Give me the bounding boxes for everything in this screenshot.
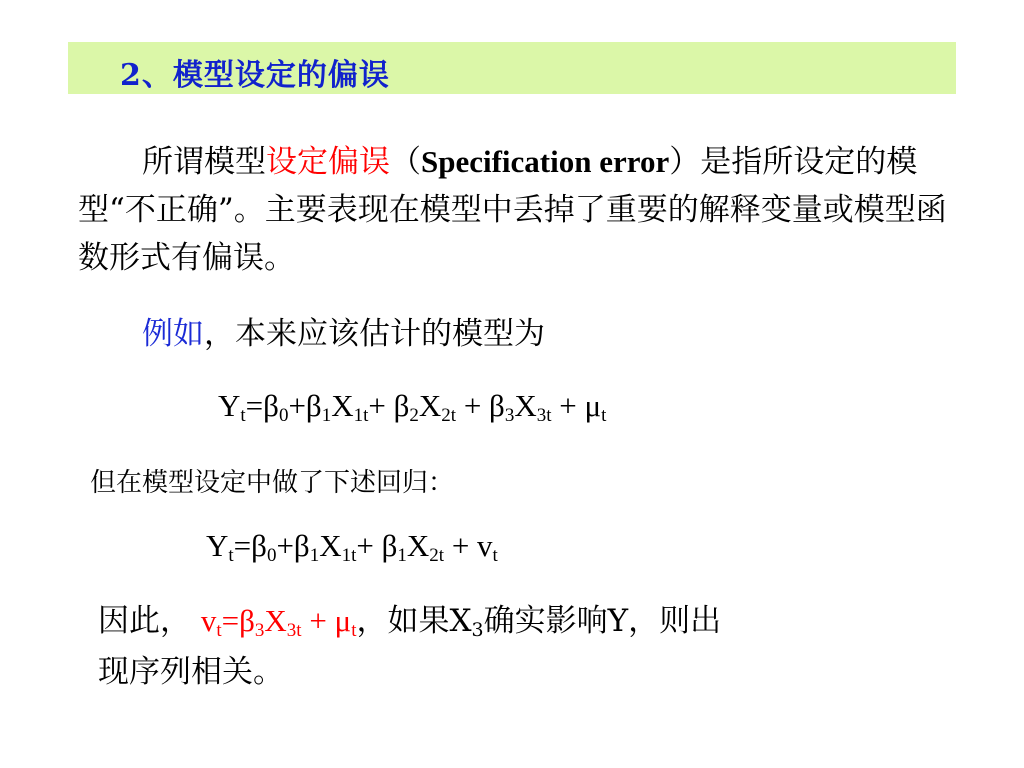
conclusion-mid-1: ，如果X xyxy=(356,603,472,639)
est-y: Y xyxy=(206,528,229,563)
formula-x3: X xyxy=(514,388,537,423)
err-b3-sub: 3 xyxy=(254,620,265,641)
conclusion-x3-sub: 3 xyxy=(471,619,484,641)
example-text: ，本来应该估计的模型为 xyxy=(204,316,545,352)
formula-b1-sub: 1 xyxy=(321,405,332,426)
err-mu: + μ xyxy=(301,603,352,638)
formula-b3-sub: 3 xyxy=(504,405,515,426)
est-x2-sub: 2t xyxy=(429,545,445,566)
err-mu-sub: t xyxy=(351,620,357,641)
formula-mu: + μ xyxy=(551,388,602,423)
est-x1: X xyxy=(319,528,342,563)
formula-x2-sub: 2t xyxy=(441,405,457,426)
formula-b2: + β xyxy=(368,388,410,423)
conclusion-mid-2: 确实影响Y，则出 xyxy=(483,603,722,639)
definition-text-1: 所谓模型 xyxy=(142,144,266,180)
est-y-sub: t xyxy=(228,545,234,566)
est-b1b-sub: 1 xyxy=(397,545,407,566)
error-term-formula xyxy=(200,603,357,641)
est-x2: X xyxy=(406,528,430,563)
formula-b2-sub: 2 xyxy=(409,405,419,426)
est-eq: =β xyxy=(233,528,267,563)
est-b1: +β xyxy=(276,528,310,563)
formula-x1-sub: 1t xyxy=(353,405,369,426)
definition-text-2: 是指所设定的模型“不正确”。主要表现在模型中丢掉了重要的解释变量或模型函数形式有偏误。 xyxy=(78,144,947,276)
est-b1-sub: 1 xyxy=(309,545,320,566)
formula-x1: X xyxy=(331,388,354,423)
est-x1-sub: 1t xyxy=(341,545,357,566)
est-b0-sub: 0 xyxy=(266,545,277,566)
title-banner xyxy=(68,42,956,94)
err-v: v xyxy=(200,603,217,638)
example-line xyxy=(142,308,545,353)
conclusion-lead: 因此， xyxy=(98,603,201,639)
definition-paragraph xyxy=(78,138,948,282)
err-eq: =β xyxy=(221,603,255,638)
conclusion-line-2: 现序列相关。 xyxy=(98,654,284,690)
formula-b3: + β xyxy=(456,388,505,423)
err-v-sub: t xyxy=(216,620,222,641)
formula-b0-sub: 0 xyxy=(278,405,289,426)
est-v-sub: t xyxy=(492,545,498,566)
true-model-formula xyxy=(218,388,606,427)
err-x3: X xyxy=(264,603,287,638)
est-b1b: + β xyxy=(356,528,398,563)
formula-eq: =β xyxy=(245,388,279,423)
slide-title: 2、模型设定的偏误 xyxy=(120,58,390,93)
formula-x3-sub: 3t xyxy=(536,405,552,426)
estimated-model-formula xyxy=(206,528,498,567)
est-v: + v xyxy=(444,528,493,563)
term-cn: 设定偏误 xyxy=(266,144,390,180)
formula-y: Y xyxy=(218,388,241,423)
err-x3-sub: 3t xyxy=(286,620,302,641)
term-en: Specification error xyxy=(421,144,670,179)
formula-x2: X xyxy=(418,388,442,423)
regression-note: 但在模型设定中做了下述回归： xyxy=(90,468,455,498)
formula-y-sub: t xyxy=(240,405,246,426)
paren-close: ） xyxy=(669,144,701,180)
formula-b1: +β xyxy=(288,388,322,423)
formula-mu-sub: t xyxy=(601,405,607,426)
example-label: 例如 xyxy=(142,316,204,352)
paren-open: （ xyxy=(390,144,421,180)
